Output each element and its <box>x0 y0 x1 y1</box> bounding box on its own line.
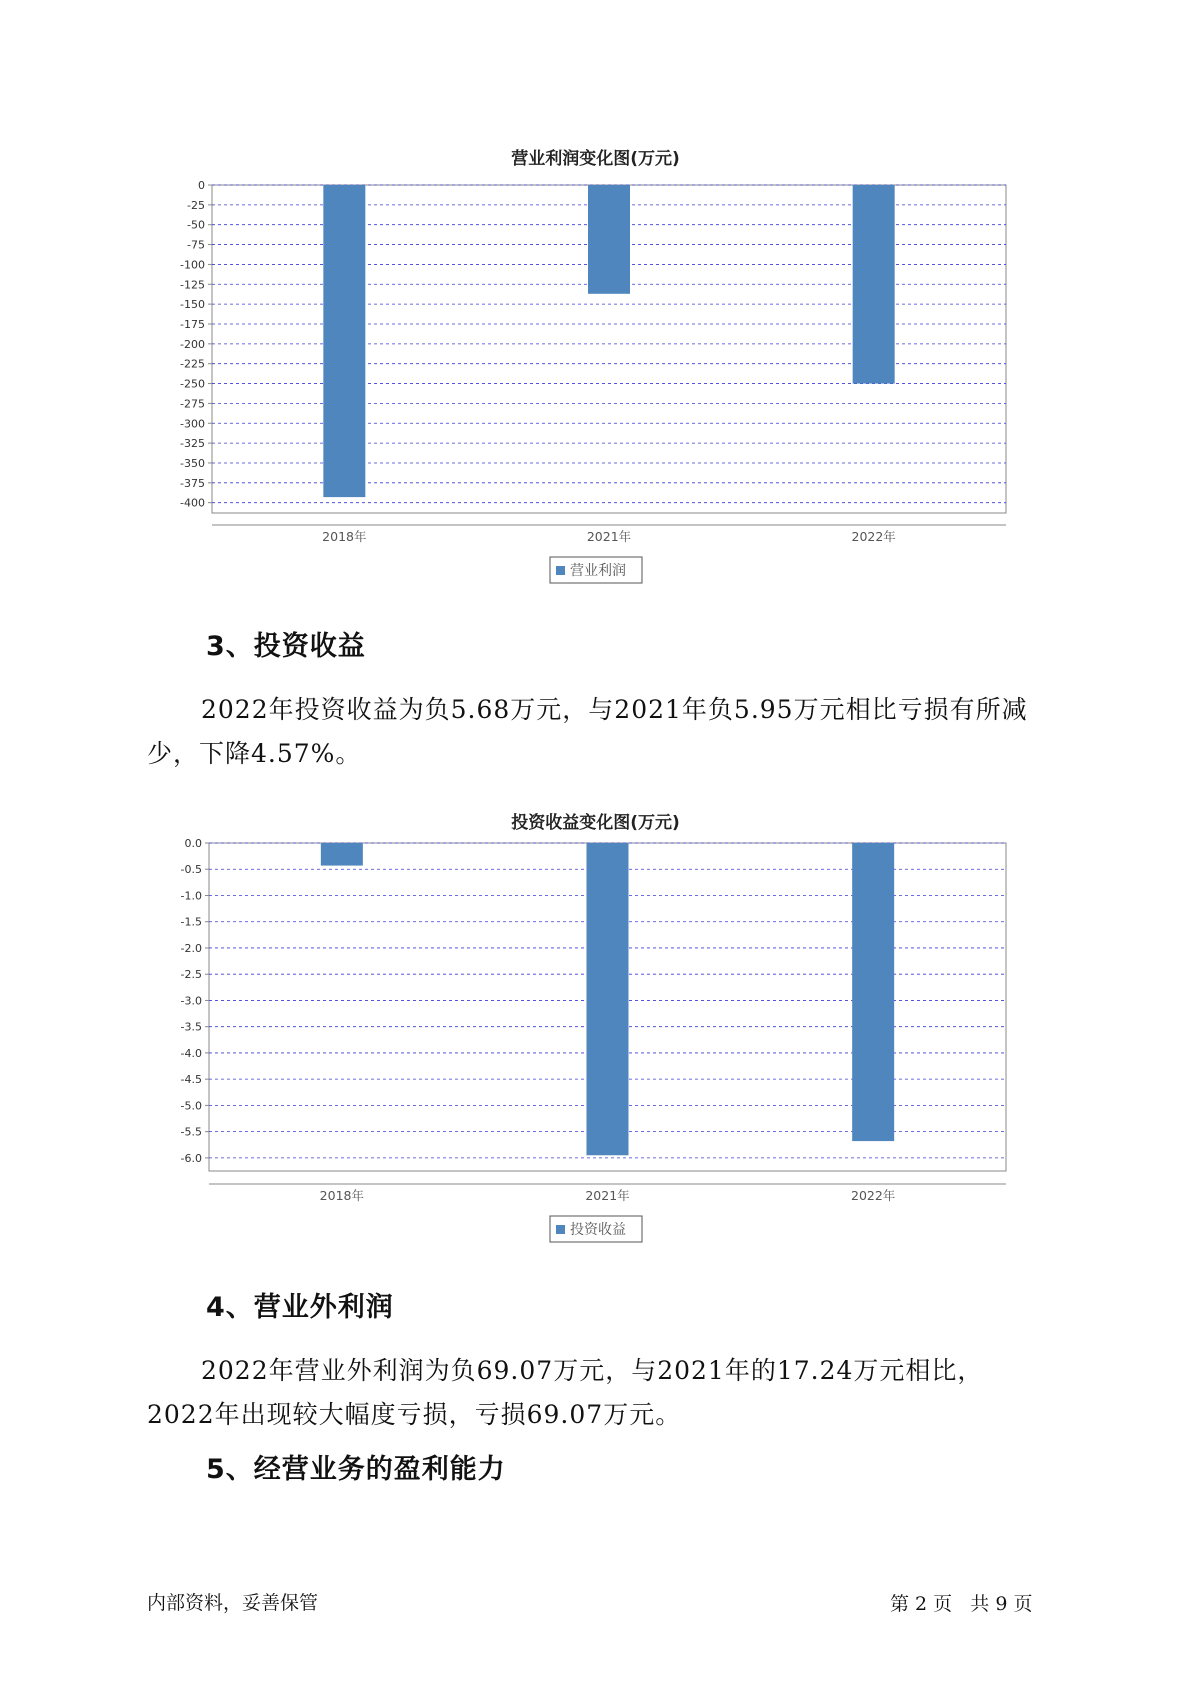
y-tick-label: -25 <box>187 198 205 212</box>
y-tick-label: -75 <box>187 238 205 252</box>
y-tick-label: -3.0 <box>180 994 202 1008</box>
y-tick-label: -5.0 <box>180 1099 202 1113</box>
y-tick-label: -125 <box>180 278 205 292</box>
section5-heading: 5、经营业务的盈利能力 <box>206 1454 506 1485</box>
bar-2021年 <box>588 185 630 294</box>
legend-swatch <box>556 566 565 575</box>
y-tick-label: -2.0 <box>180 941 202 955</box>
y-tick-label: -2.5 <box>180 968 202 982</box>
y-tick-label: -100 <box>180 258 205 272</box>
y-tick-label: -325 <box>180 437 205 451</box>
x-tick-label: 2022年 <box>851 529 896 544</box>
x-tick-label: 2022年 <box>851 1188 896 1203</box>
bar-2018年 <box>323 185 365 497</box>
section3-heading: 3、投资收益 <box>206 631 366 662</box>
footer-page-number: 第 2 页 共 9 页 <box>890 1593 1033 1615</box>
y-tick-label: -50 <box>187 218 205 232</box>
bar-2022年 <box>853 185 895 384</box>
y-tick-label: -5.5 <box>180 1125 202 1139</box>
y-tick-label: -4.5 <box>180 1073 202 1087</box>
y-tick-label: -1.5 <box>180 915 202 929</box>
chart2-title: 投资收益变化图(万元) <box>511 813 680 833</box>
y-tick-label: -375 <box>180 476 205 490</box>
y-tick-label: -250 <box>180 377 205 391</box>
operating-profit-chart <box>0 168 1191 598</box>
investment-income-chart <box>0 832 1191 1262</box>
x-tick-label: 2021年 <box>586 529 632 544</box>
x-tick-label: 2021年 <box>585 1188 630 1203</box>
y-tick-label: -275 <box>180 397 205 411</box>
bar-2021年 <box>587 843 629 1155</box>
y-tick-label: -200 <box>180 337 205 351</box>
chart1-title: 营业利润变化图(万元) <box>511 149 680 169</box>
y-tick-label: -150 <box>180 298 205 312</box>
legend-label: 营业利润 <box>570 563 626 579</box>
y-tick-label: -1.0 <box>180 889 202 903</box>
legend-swatch <box>556 1225 565 1234</box>
y-tick-label: -400 <box>180 496 205 510</box>
y-tick-label: -300 <box>180 417 205 431</box>
y-tick-label: 0.0 <box>184 837 202 850</box>
y-tick-label: -350 <box>180 456 205 470</box>
y-tick-label: -175 <box>180 317 205 331</box>
y-tick-label: -6.0 <box>180 1151 202 1165</box>
x-tick-label: 2018年 <box>319 1188 364 1203</box>
y-tick-label: -225 <box>180 357 205 371</box>
y-tick-label: 0 <box>198 179 205 192</box>
section3-paragraph: 2022年投资收益为负5.68万元，与2021年负5.95万元相比亏损有所减少，下降4.57%。 <box>147 695 1028 768</box>
footer-confidential-note: 内部资料，妥善保管 <box>147 1592 319 1614</box>
y-tick-label: -3.5 <box>180 1020 202 1034</box>
bar-2018年 <box>321 843 363 866</box>
y-tick-label: -0.5 <box>180 863 202 877</box>
y-tick-label: -4.0 <box>180 1046 202 1060</box>
x-tick-label: 2018年 <box>322 529 367 544</box>
section4-paragraph: 2022年营业外利润为负69.07万元，与2021年的17.24万元相比，2022年出现较大幅度亏损，亏损69.07万元。 <box>147 1356 984 1429</box>
bar-2022年 <box>852 843 894 1141</box>
legend-label: 投资收益 <box>570 1222 626 1238</box>
section4-heading: 4、营业外利润 <box>206 1292 394 1323</box>
